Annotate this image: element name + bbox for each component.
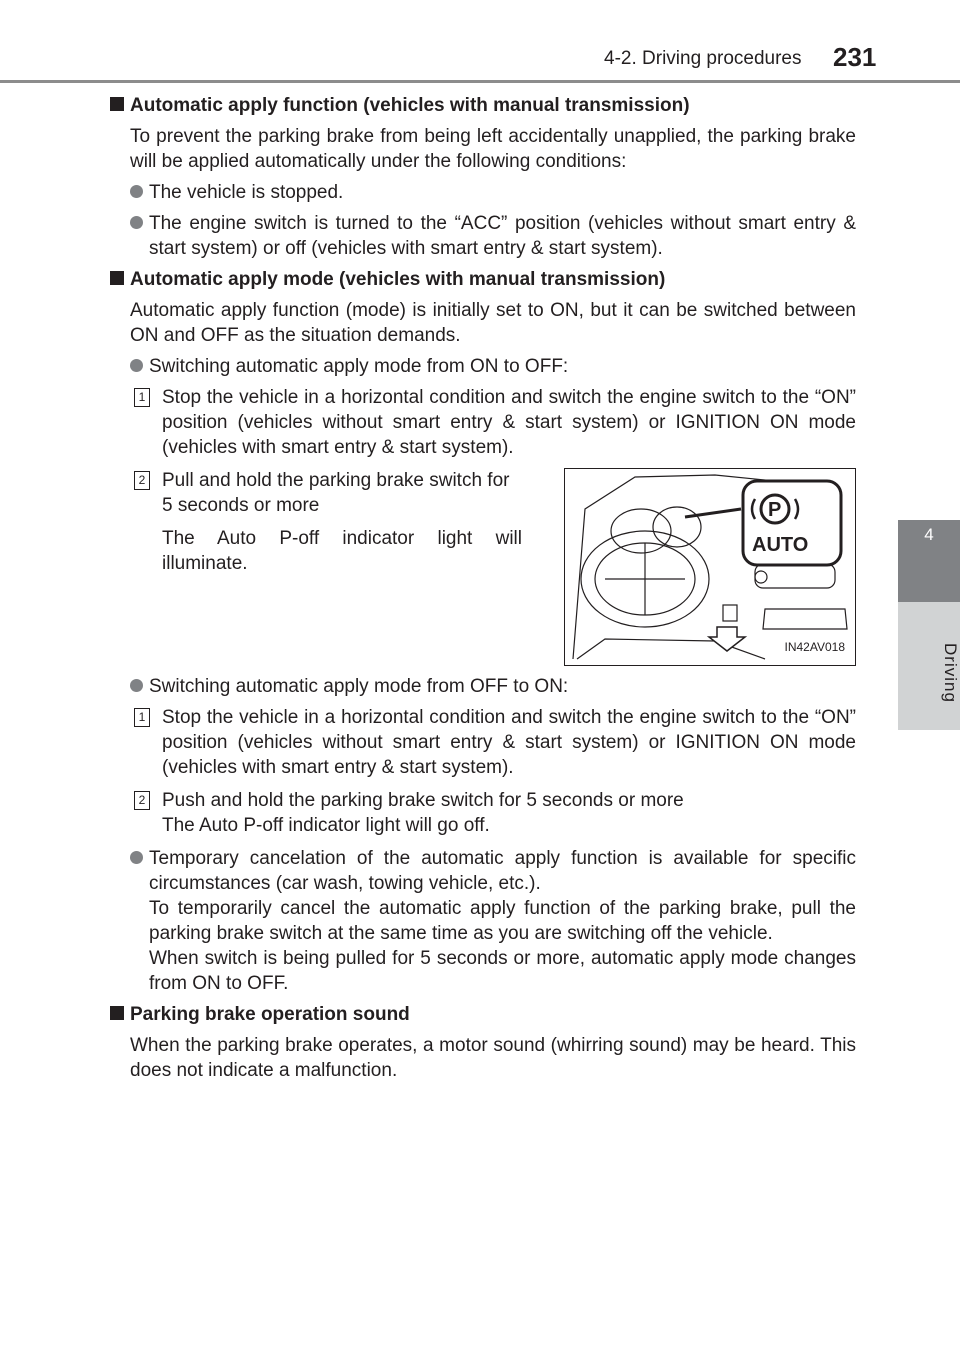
paragraph: Automatic apply function (mode) is initially set to ON, but it can be switched between ON and OFF as the situation demands. [130,300,856,346]
list-item [110,354,856,379]
step-with-figure [110,468,856,666]
step-text: Stop the vehicle in a horizontal condition and switch the engine switch to the “ON” position (vehicles without smart entry & start system) or IGNITION ON mode (vehicles with smart entry & start system). [162,387,856,458]
list-item-text: Switching automatic apply mode from OFF to ON: [149,676,569,697]
dashboard-figure [564,468,856,666]
step-number-box: 2 [134,791,150,810]
list-item-text: The engine switch is turned to the “ACC” position (vehicles without smart entry & start system) or off (vehicles with smart entry & start system). [149,213,856,259]
circle-bullet-icon [130,359,143,372]
heading-text: Automatic apply mode (vehicles with manual transmission) [130,269,666,290]
chapter-tab-number: 4 [924,525,934,544]
step-item [110,468,522,666]
step-item [110,385,856,460]
header-rule [0,80,960,83]
section-heading [110,267,856,292]
circle-bullet-icon [130,679,143,692]
step-text: Stop the vehicle in a horizontal condition and switch the engine switch to the “ON” position (vehicles without smart entry & start system) or IGNITION ON mode (vehicles with smart entry & start system). [162,707,856,778]
heading-text: Parking brake operation sound [130,1004,410,1025]
step-text: Pull and hold the parking brake switch for 5 seconds or more [162,470,510,516]
step-item [110,705,856,780]
section-heading [110,1002,856,1027]
circle-bullet-icon [130,185,143,198]
square-bullet-icon [110,271,124,285]
paragraph: When the parking brake operates, a motor sound (whirring sound) may be heard. This does not indicate a malfunction. [130,1035,856,1081]
icon-p-label: P [768,499,782,521]
square-bullet-icon [110,97,124,111]
chapter-tab-label: Driving [898,602,960,730]
list-item-text: To temporarily cancel the automatic apply function of the parking brake, pull the parking brake switch at the same time as you are switching off the vehicle. [149,898,856,944]
page-number: 231 [833,42,877,72]
list-item-text: When switch is being pulled for 5 seconds or more, automatic apply mode changes from ON to OFF. [149,948,856,994]
icon-auto-label: AUTO [752,534,809,556]
square-bullet-icon [110,1006,124,1020]
page-content [110,93,856,1089]
arrow-down-icon [709,627,745,651]
circle-bullet-icon [130,851,143,864]
list-item [110,211,856,261]
step-text: Push and hold the parking brake switch for 5 seconds or more [162,790,684,811]
list-item-text: Temporary cancelation of the automatic apply function is available for specific circumstances (car wash, towing vehicle, etc.). [149,848,856,894]
step-item [110,788,856,838]
section-heading [110,93,856,118]
list-item-text: Switching automatic apply mode from ON to OFF: [149,356,569,377]
list-item [110,846,856,996]
step-number-box: 1 [134,388,150,407]
paragraph: To prevent the parking brake from being left accidentally unapplied, the parking brake will be applied automatically under the following conditions: [130,126,856,172]
heading-text: Automatic apply function (vehicles with manual transmission) [130,95,690,116]
step-number-box: 1 [134,708,150,727]
running-header-section: 4-2. Driving procedures [604,48,802,69]
step-note: The Auto P-off indicator light will illuminate. [162,528,522,574]
list-item [110,674,856,699]
list-item [110,180,856,205]
step-note: The Auto P-off indicator light will go off. [162,815,490,836]
list-item-text: The vehicle is stopped. [149,182,344,203]
figure-code: IN42AV018 [784,640,845,654]
circle-bullet-icon [130,216,143,229]
step-number-box: 2 [134,471,150,490]
